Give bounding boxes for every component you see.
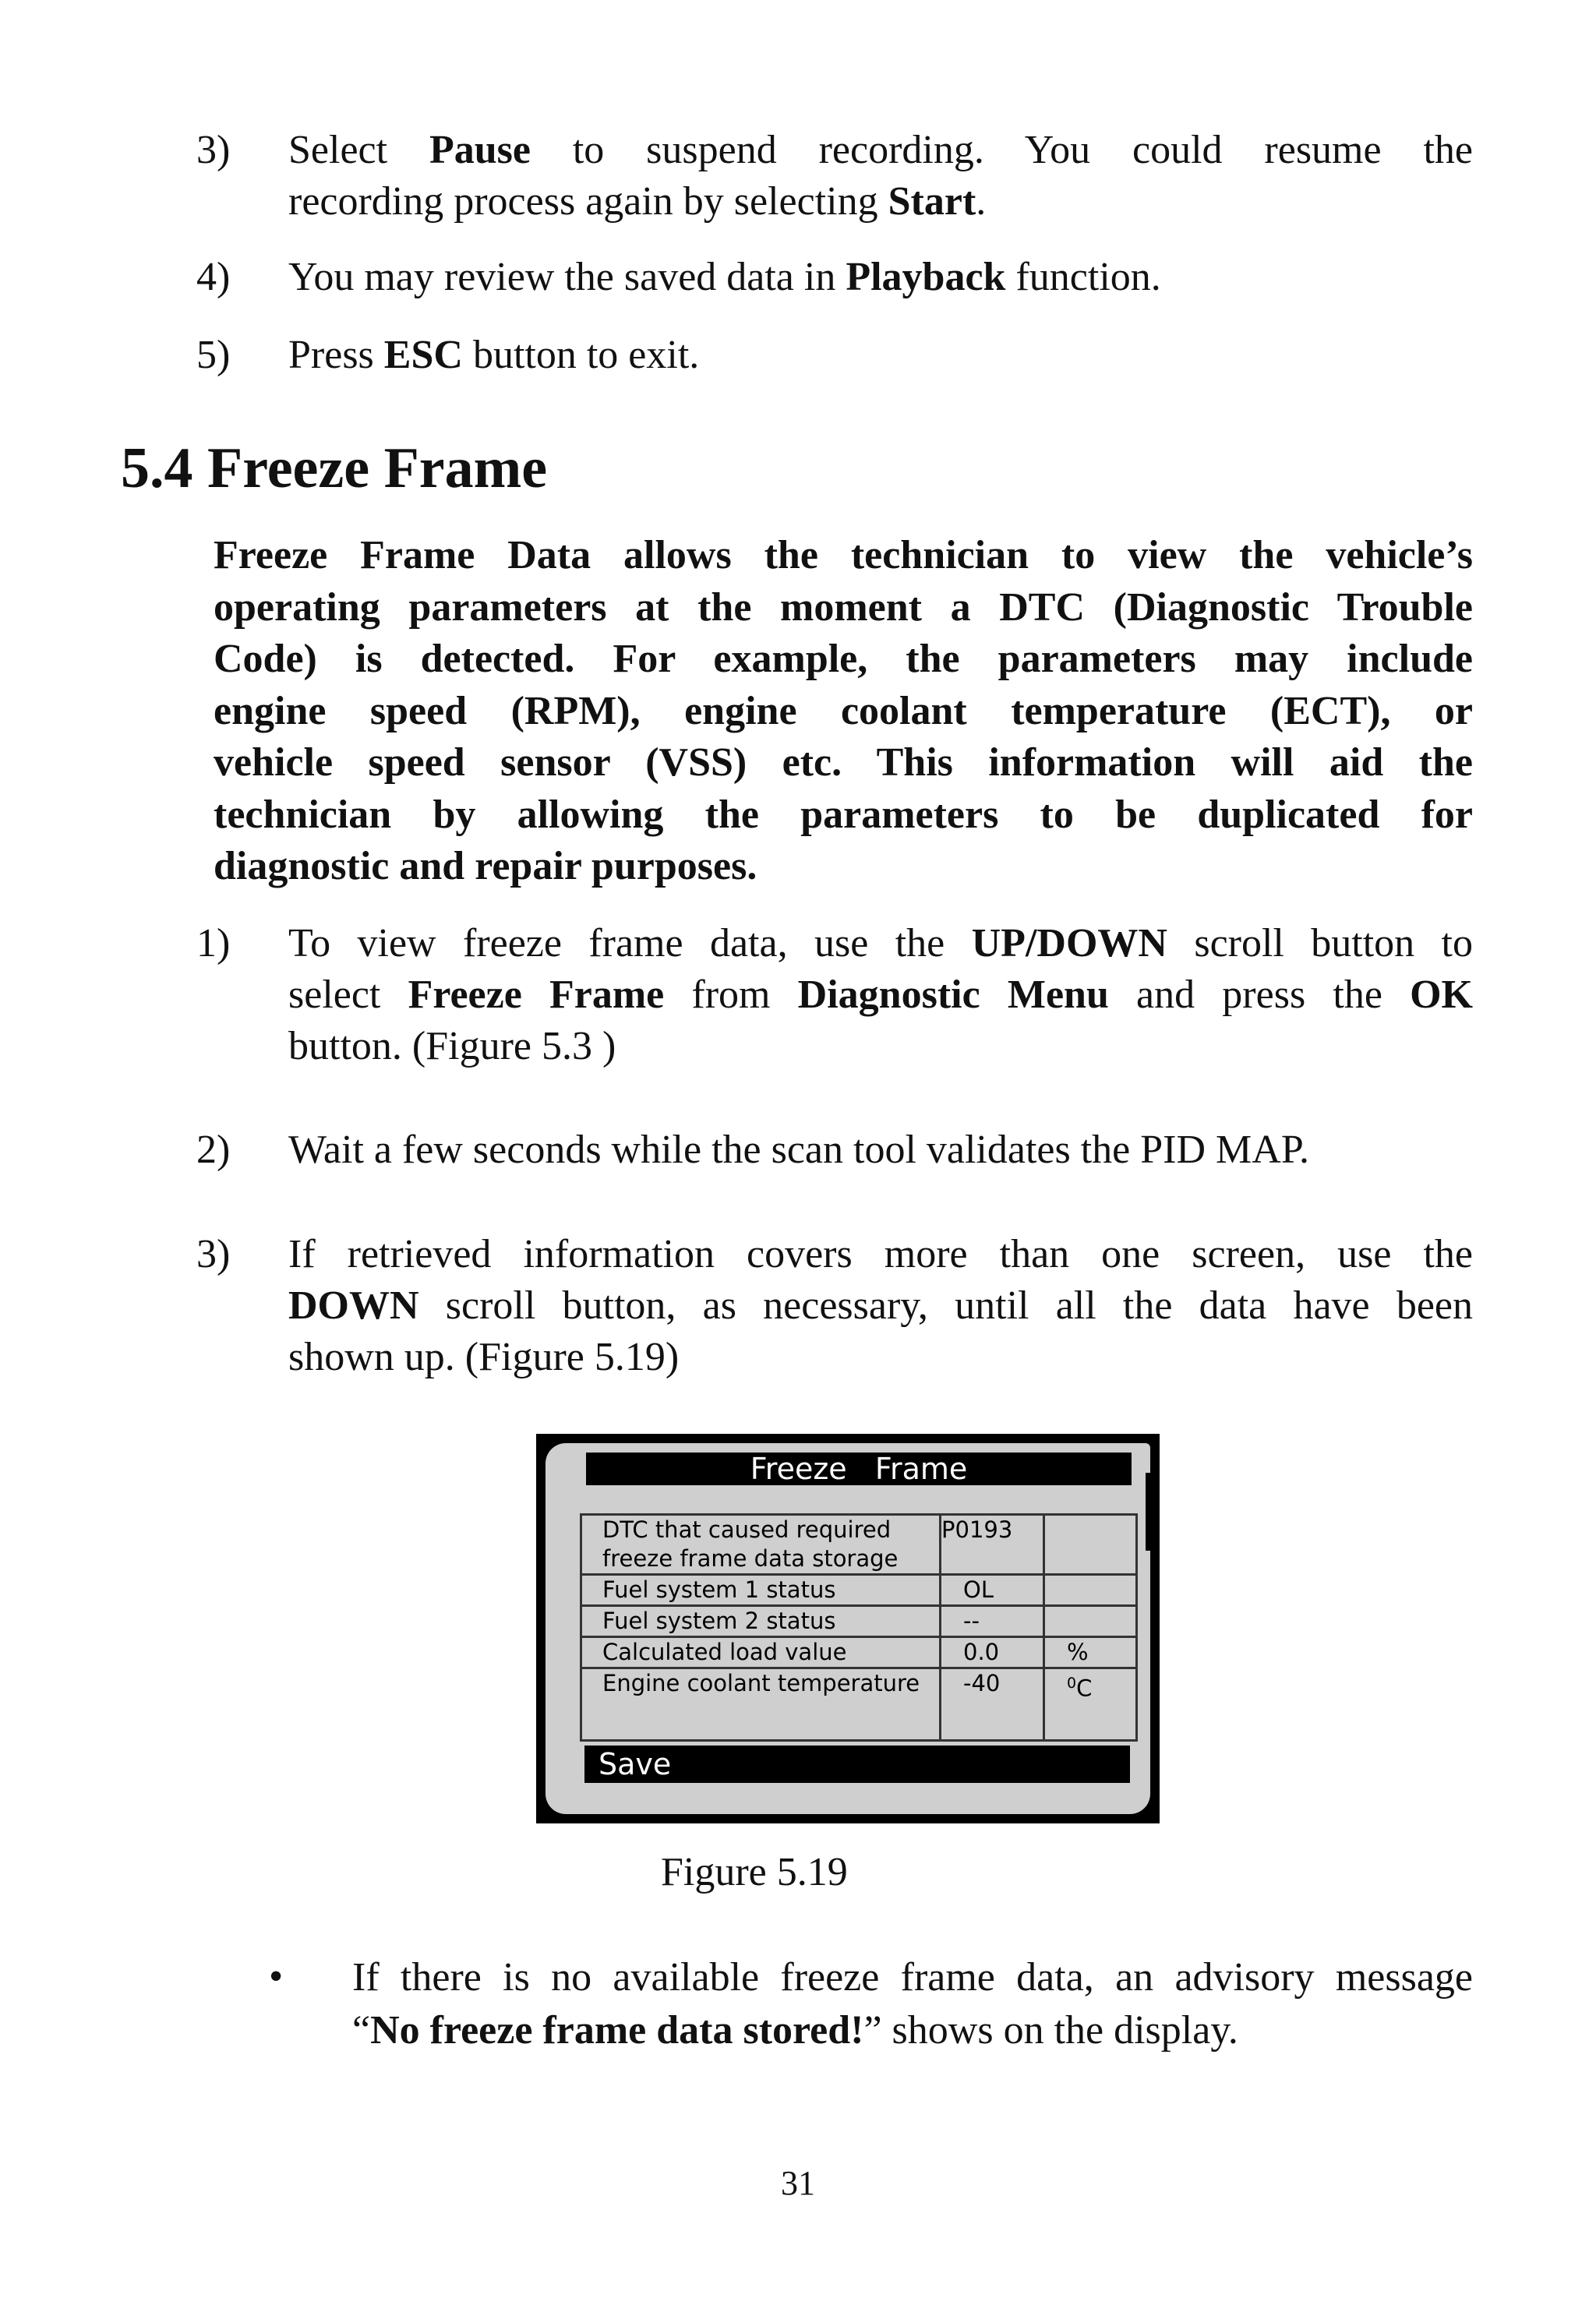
freeze-frame-table <box>580 1513 1138 1742</box>
table-row: Fuel system 1 status OL <box>581 1575 1137 1606</box>
step-number: 2) <box>196 1128 231 1172</box>
screen-title: Freeze Frame <box>586 1453 1132 1485</box>
table-row: Calculated load value 0.0 % <box>581 1637 1137 1668</box>
step-number: 1) <box>196 921 231 965</box>
table-row: DTC that caused required freeze frame data storage P0193 <box>581 1515 1137 1575</box>
page-number: 31 <box>781 2164 815 2202</box>
bullet-note: If there is no available freeze frame data, an advisory message “No freeze frame data stored!” shows on the display. <box>352 1955 1473 2053</box>
bullet-icon: • <box>269 1954 284 1999</box>
manual-page: 3) Select Pause to suspend recording. You could resume the recording process again by selecting Start. 4) You may review the saved data in Playback function. 5) Press ESC button to exit. 5.4 Freeze Frame Freeze Frame Data allows the technician to view the vehicle’s operating parameters at the moment a DTC (Diagnostic Trouble Code) is detected. For example, the parameters may include engine speed (RPM), engine coolant temperature (ECT), or vehicle speed sensor (VSS) etc. This information will aid the technician by allowing the parameters to be duplicated for diagnostic and repair purposes. 1) To view freeze frame data, use the UP/DOWN scroll button to select Freeze Frame from Diagnostic Menu and press the OK button. (Figure 5.3 ) 2) Wait a few seconds while the scan tool validates the PID MAP. 3) If retrieved information covers more than one screen, use the DOWN scroll button, as necessary, until all the data have been shown up. (Figure 5.19) Freeze Frame DTC that caused required freeze frame data storage P0193 Fuel system 1 status OL Fuel system 2 status -- Calculated load value 0.0 % Engine coolant temperature -40 $^0$C Save Figure 5.19 • If there is no available freeze frame data, an advisory message “No freeze frame data stored!” shows on the display. 31 <box>0 0 1596 2298</box>
save-menu-item[interactable]: Save <box>584 1746 1130 1783</box>
table-row: Engine coolant temperature -40 $^0$C <box>581 1668 1137 1741</box>
scrollbar[interactable] <box>1146 1473 1150 1551</box>
intro-paragraph: Freeze Frame Data allows the technician to view the vehicle’s operating parameters at the moment a DTC (Diagnostic Trouble Code) is detected. For example, the parameters may include engine speed (RPM), engine coolant temperature (ECT), or vehicle speed sensor (VSS) etc. This information will aid the technician by allowing the parameters to be duplicated for diagnostic and repair purposes. <box>214 533 1473 888</box>
step-number: 4) <box>196 255 231 299</box>
section-title: 5.4 Freeze Frame <box>121 436 548 500</box>
step-number: 3) <box>196 128 231 172</box>
step-number: 5) <box>196 333 231 377</box>
freeze-frame-screen <box>536 1434 1160 1823</box>
figure-caption: Figure 5.19 <box>661 1850 848 1894</box>
table-row: Fuel system 2 status -- <box>581 1606 1137 1637</box>
step-number: 3) <box>196 1232 231 1276</box>
